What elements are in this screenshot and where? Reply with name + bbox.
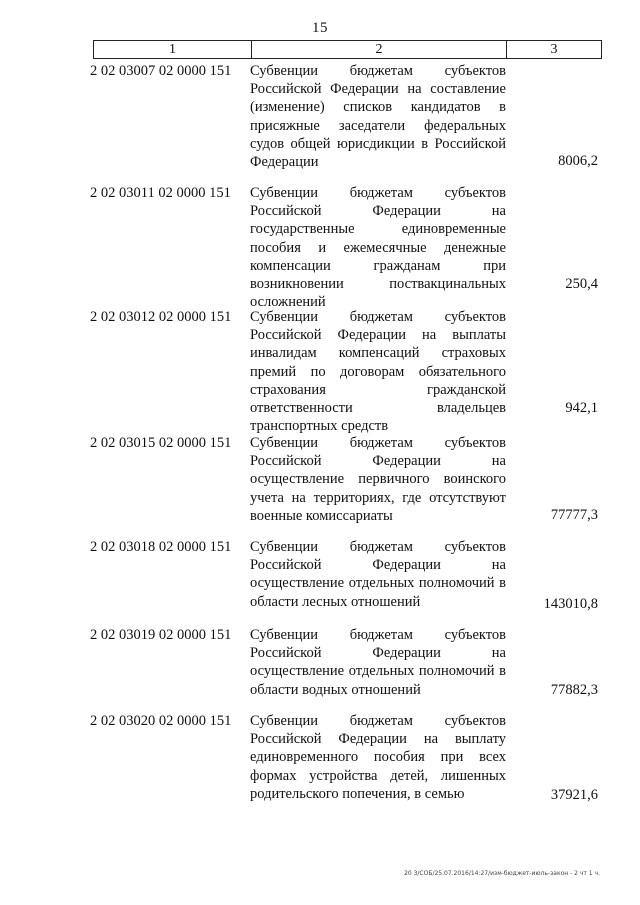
row-description: Субвенции бюджетам субъектов Российской Федерации на осуществление отдельных полномочий в области водных отношений xyxy=(250,627,506,698)
page-number: 15 xyxy=(312,20,328,36)
row-description: Субвенции бюджетам субъектов Российской Федерации на выплаты инвалидам компенсаций страховых премий по договорам обязательного страхования гражданской ответственности владельцев транспортных средств xyxy=(250,309,506,435)
row-amount: 37921,6 xyxy=(550,787,598,803)
header-col-3: 3 xyxy=(550,42,558,57)
header-col-1: 1 xyxy=(94,41,252,58)
row-code: 2 02 03012 02 0000 151 xyxy=(90,309,232,325)
row-code: 2 02 03018 02 0000 151 xyxy=(90,539,232,555)
row-code: 2 02 03020 02 0000 151 xyxy=(90,713,232,729)
row-code: 2 02 03011 02 0000 151 xyxy=(90,185,231,201)
row-description: Субвенции бюджетам субъектов Российской Федерации на осуществление первичного воинского учета на территориях, где отсутствуют военные комиссариаты xyxy=(250,435,506,524)
row-code: 2 02 03015 02 0000 151 xyxy=(90,435,232,451)
row-description: Субвенции бюджетам субъектов Российской Федерации на осуществление отдельных полномочий в области лесных отношений xyxy=(250,539,506,610)
row-code: 2 02 03019 02 0000 151 xyxy=(90,627,232,643)
row-description: Субвенции бюджетам субъектов Российской Федерации на составление (изменение) списков кандидатов в присяжные заседатели федеральных судов общей юрисдикции в Российской Федерации xyxy=(250,63,506,171)
row-amount: 77777,3 xyxy=(550,507,598,523)
row-amount: 77882,3 xyxy=(550,682,598,698)
row-code: 2 02 03007 02 0000 151 xyxy=(90,63,232,79)
row-amount: 942,1 xyxy=(565,400,598,416)
row-amount: 250,4 xyxy=(565,276,598,292)
row-amount: 8006,2 xyxy=(558,153,598,169)
table-header xyxy=(93,40,602,59)
footer-stamp: 20 3/СОБ/25.07.2016/14:27/изм-бюджет-июль-закон - 2 чт 1 ч. xyxy=(404,870,600,877)
row-description: Субвенции бюджетам субъектов Российской Федерации на государственные единовременные пособия и ежемесячные денежные компенсации гражданам при возникновении поствакцинальных осложнений xyxy=(250,185,506,311)
row-amount: 143010,8 xyxy=(543,596,598,612)
header-col-2: 2 xyxy=(252,41,507,58)
row-description: Субвенции бюджетам субъектов Российской Федерации на выплату единовременного пособия при всех формах устройства детей, лишенных родительского попечения, в семью xyxy=(250,713,506,802)
